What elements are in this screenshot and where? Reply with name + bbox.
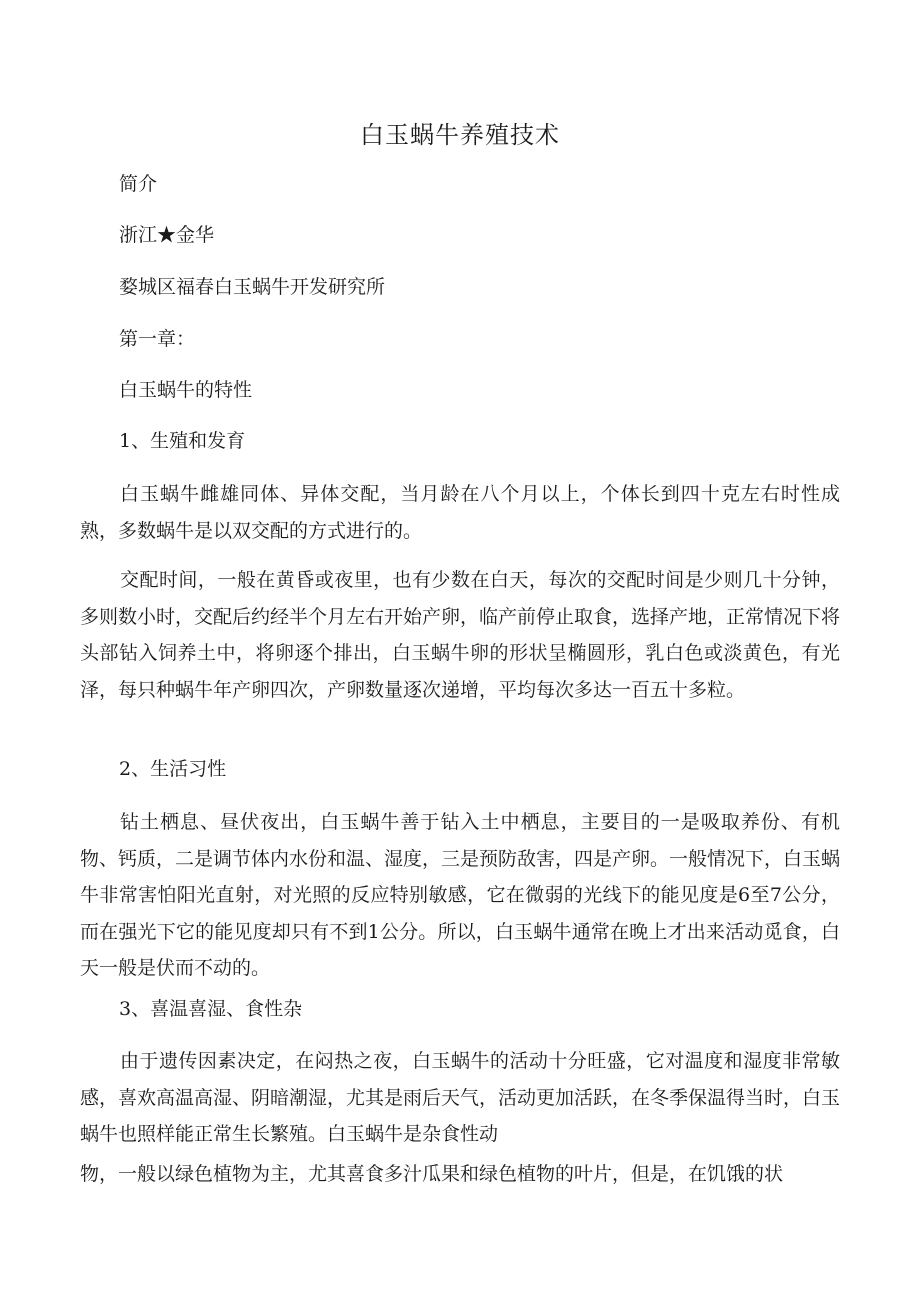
paragraph-3-1: 由于遗传因素决定，在闷热之夜，白玉蜗牛的活动十分旺盛，它对温度和湿度非常敏感，喜欢高温高湿、阴暗潮湿，尤其是雨后天气，活动更加活跃，在冬季保温得当时，白玉蜗牛也照样能正常生长繁殖。白玉蜗牛是杂食性动 [80, 1050, 841, 1145]
paragraph-2-1: 钻土栖息、昼伏夜出，白玉蜗牛善于钻入土中栖息，主要目的一是吸取养份、有机物、钙质，二是调节体内水份和温、湿度，三是预防敌害，四是产卵。一般情况下，白玉蜗牛非常害怕阳光直射，对光照的反应特别敏感，它在微弱的光线下的能见度是6至7公分，而在强光下它的能见度却只有不到1公分。所以，白玉蜗牛通常在晚上才出来活动觅食，白天一般是伏而不动的。 [80, 811, 841, 979]
paragraph-1-1: 白玉蜗牛雌雄同体、异体交配，当月龄在八个月以上，个体长到四十克左右时性成熟，多数蜗牛是以双交配的方式进行的。 [80, 483, 840, 542]
document-title: 白玉蜗牛养殖技术 [360, 121, 560, 149]
intro-heading: 简介 [119, 173, 158, 195]
paragraph-1-2: 交配时间，一般在黄昏或夜里，也有少数在白天，每次的交配时间是少则几十分钟，多则数小时，交配后约经半个月左右开始产卵，临产前停止取食，选择产地，正常情况下将头部钻入饲养土中，将卵逐个排出，白玉蜗牛卵的形状呈椭圆形，乳白色或淡黄色，有光泽，每只种蜗牛年产卵四次，产卵数量逐次递增，平均每次多达一百五十多粒。 [80, 569, 841, 701]
section-heading-1: 1、生殖和发育 [119, 430, 246, 452]
paragraph-3-2: 物，一般以绿色植物为主，尤其喜食多汁瓜果和绿色植物的叶片，但是，在饥饿的状 [80, 1163, 784, 1185]
organization-line: 婺城区福春白玉蜗牛开发研究所 [119, 276, 386, 298]
chapter-title: 白玉蜗牛的特性 [119, 379, 253, 401]
chapter-label: 第一章： [119, 328, 196, 350]
location-line: 浙江★金华 [119, 224, 215, 246]
section-heading-3: 3、喜温喜湿、食性杂 [119, 998, 303, 1020]
section-heading-2: 2、生活习性 [119, 758, 227, 780]
